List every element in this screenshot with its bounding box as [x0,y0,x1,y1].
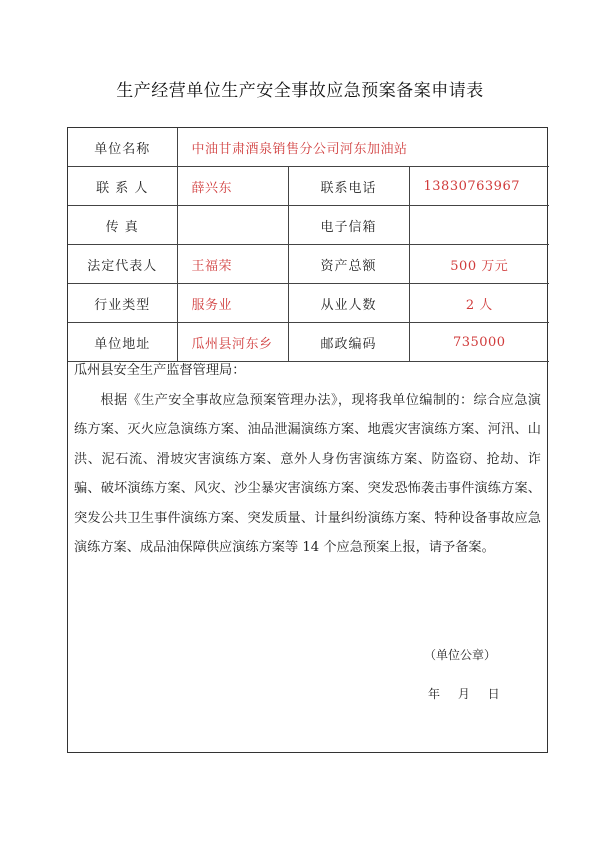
assets-label: 资产总额 [288,245,409,284]
address-value: 瓜州县河东乡 [177,323,288,362]
legal-rep-value: 王福荣 [177,245,288,284]
form-title: 生产经营单位生产安全事故应急预案备案申请表 [116,81,484,101]
phone-label: 联系电话 [288,167,409,206]
employees-value: 2 人 [409,284,549,323]
application-form [67,127,548,753]
email-value [409,206,549,245]
info-table [68,128,549,362]
industry-value: 服务业 [177,284,288,323]
contact-label: 联 系 人 [68,167,177,206]
letter-content: 根据《生产安全事故应急预案管理办法》，现将我单位编制的：综合应急演练方案、灭火应急演练方案、油品泄漏演练方案、地震灾害演练方案、河汛、山洪、泥石流、滑坡灾害演练方案、意外人身伤害演练方案、防盗窃、抢劫、诈骗、破坏演练方案、风灾、沙尘暴灾害演练方案、突发恐怖袭击事件演练方案、突发公共卫生事件演练方案、突发质量、计量纠纷演练方案、特种设备事故应急演练方案、成品油保障供应演练方案等 14 个应急预案上报，请予备案。 [74,392,541,555]
legal-rep-label: 法定代表人 [68,245,177,284]
unit-name-value: 中油甘肃酒泉销售分公司河东加油站 [177,128,549,167]
unit-name-label: 单位名称 [68,128,177,167]
assets-value: 500 万元 [409,245,549,284]
row-fax [68,206,549,245]
row-unit-name [68,128,549,167]
application-letter [68,356,547,563]
address-label: 单位地址 [68,323,177,362]
postcode-label: 邮政编码 [288,323,409,362]
fax-value [177,206,288,245]
letter-addressee: 瓜州县安全生产监督管理局： [74,363,246,378]
row-contact [68,167,549,206]
row-legal-rep [68,245,549,284]
contact-value: 薛兴东 [177,167,288,206]
date-line: 年 月 日 [428,687,500,701]
seal-placeholder: （单位公章） [424,648,497,662]
email-label: 电子信箱 [288,206,409,245]
phone-value: 13830763967 [409,167,549,206]
industry-label: 行业类型 [68,284,177,323]
postcode-value: 735000 [409,323,549,362]
employees-label: 从业人数 [288,284,409,323]
fax-label: 传 真 [68,206,177,245]
row-industry [68,284,549,323]
